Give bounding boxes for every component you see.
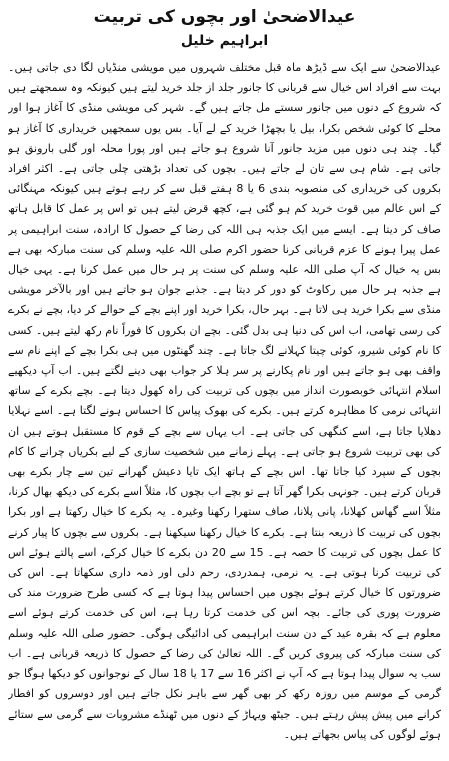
article-paragraph-3: بچہ اس کی خدمت کرتا رہا ہے، اس کی خدمت کرتے ہوئے اسے معلوم ہے کہ بقرہ عید کے دن سنت ابراہیمی کی ادائیگی ہوگی۔ حضور صلی اللہ علیہ وسلم کی سنت مبارکہ کی پیروی کریں گے۔ اللہ تعالیٰ کی رضا کے حصول کا ذریعہ قربانی ہے۔ اب سب یہ سوال پیدا ہوتا ہے کہ آپ نے اکثر 16 سے 17 یا 18 سال کے نوجوانوں کو دیکھا ہوگا جو گرمی کے موسم میں روزہ رکھ کر بھی گھر سے باہر نکل جاتے ہیں اور دوسروں کو افطار کرانے میں پیش پیش رہتے ہیں۔ جیٹھ ویہاڑ کے دنوں میں ٹھنڈے مشروبات سے گرمی سے ستائے ہوئے لوگوں کی پیاس بجھاتے ہیں۔ <box>8 606 441 741</box>
article-paragraph-1: عیدالاضحیٰ سے ایک سے ڈیڑھ ماہ قبل مختلف شہروں میں مویشی منڈیاں لگا دی جاتی ہیں۔ بہت سے افراد اس خیال سے قربانی کا جانور جلد از جلد خرید لیتے ہیں کیونکہ وہ سمجھتے ہیں کہ شروع کے دنوں میں جانور سستے مل جاتے ہیں گے۔ شہر کی مویشی منڈی کا آغاز ہوا اور محلے کا کوئی شخص بکرا، بیل یا بچھڑا خرید کے لے آیا۔ بس یوں سمجھیں خریداری کا آغاز ہو گیا۔ چند ہی دنوں میں مزید جانور آنا شروع ہو جاتے ہیں اور پورا محلہ اور گلی بارونق ہو جاتی ہے۔ شام ہی سے تان لے جاتے ہیں۔ بچوں کی تعداد بڑھتی چلی جاتی ہے۔ اکثر افراد بکروں کی خریداری کی منصوبہ بندی 6 یا 8 ہفتے قبل سے کر رہے ہوتے ہیں کیونکہ مہنگائی کے اس عالم میں قوت خرید کم ہو گئی ہے، کچھ قرض لیتے ہیں تو اس پر عمل کا قابل ہاتھ صاف کر دیتا ہے۔ ایسے میں ایک جذبہ ہی اللہ کی رضا کے حصول کا ارادہ، سنت ابراہیمی پر عمل پیرا ہونے کا عزم قربانی کرنا حضور اکرم صلی اللہ علیہ وسلم کی سنت مبارکہ بھی ہے بس یہ خیال کہ آپ صلی اللہ علیہ وسلم کی سنت پر ہر حال میں عمل کرنا ہے۔ یہی خیال ہے جذبہ ہر حال میں رکاوٹ کو دور کر دیتا ہے۔ جذبے جوان ہو جاتے ہیں اور بالآخر مویشی منڈی سے بکرا خرید ہی لاتا ہے۔ بہر حال، بکرا خرید اور اپنے بچے کے حوالے کر دیا، بچے نے بکرے کی رسی تھامی، اب اس کی دنیا ہی بدل گئی۔ بچے ان بکروں کا فوراً نام رکھ لیتے ہیں۔ کسی کا نام کوئی شیرو، کوئی چیتا کہلانے لگ جاتا ہے۔ <box>8 61 441 357</box>
article-body <box>8 58 441 758</box>
article-paragraph-2: چند گھنٹوں میں ہی بکرا بچے کے اپنے نام سے واقف بھی ہو جاتے ہیں اور نام پکارنے پر سر ہلا کر جواب بھی دینے لگتے ہیں۔ اب آپ دیکھیے اسلام انتہائی خوبصورت انداز میں بچوں کی تربیت کی راہ کھول دیتا ہے۔ بچے بکرے کے ساتھ انتہائی نرمی کا مظاہرہ کرتے ہیں۔ بکرے کی بھوک پیاس کا احساس ہونے لگتا ہے۔ اسے نہلایا دھلایا جاتا ہے، اسے کنگھی کی جاتی ہے۔ اب یہاں سے بچے کے قوم کا مستقبل ہوتے ہیں ان کی بھی تربیت شروع ہو جاتی ہے۔ پہلے زمانے میں شخصیت سازی کے لیے بکریاں چرانے کا کام بچوں کے سپرد کیا جاتا تھا۔ اس بچے کے ہاتھ ایک تایا دعیش گھرانے تین سے چار بکرے بھی قربان کرتے ہیں۔ جونہی بکرا گھر آتا ہے تو بچے اب بچوں کا، مثلاً اسے بکرے کی دیکھ بھال کرنا، مثلاً اسے گھاس کھلانا، پانی پلانا، صاف ستھرا رکھنا وغیرہ۔ یہ بکرے کا خیال رکھتا ہے اور بکرا بچوں کی تربیت کا ذریعہ بنتا ہے۔ بکرے کا خیال رکھنا سیکھنا ہے۔ بکروں سے بچوں کا پیار کرنے کا عمل بچوں کی تربیت کا حصہ ہے۔ 15 سے 20 دن بکرے کا خیال کرکے، اسے پالتے ہوئے اس کی تربیت کرنا ہوتی ہے۔ یہ نرمی، ہمدردی، رحم دلی اور ذمہ داری سکھاتا ہے۔ اس کی ضرورتوں کا خیال کرتے ہوئے بچوں میں احساس پیدا ہوتا ہے کہ کسی طرح ضرورت مند کی ضرورت پوری کی جائے۔ <box>8 343 441 620</box>
article-title: عیدالاضحیٰ اور بچوں کی تربیت <box>93 7 356 27</box>
article-author: ابراہیم خلیل <box>180 33 269 49</box>
